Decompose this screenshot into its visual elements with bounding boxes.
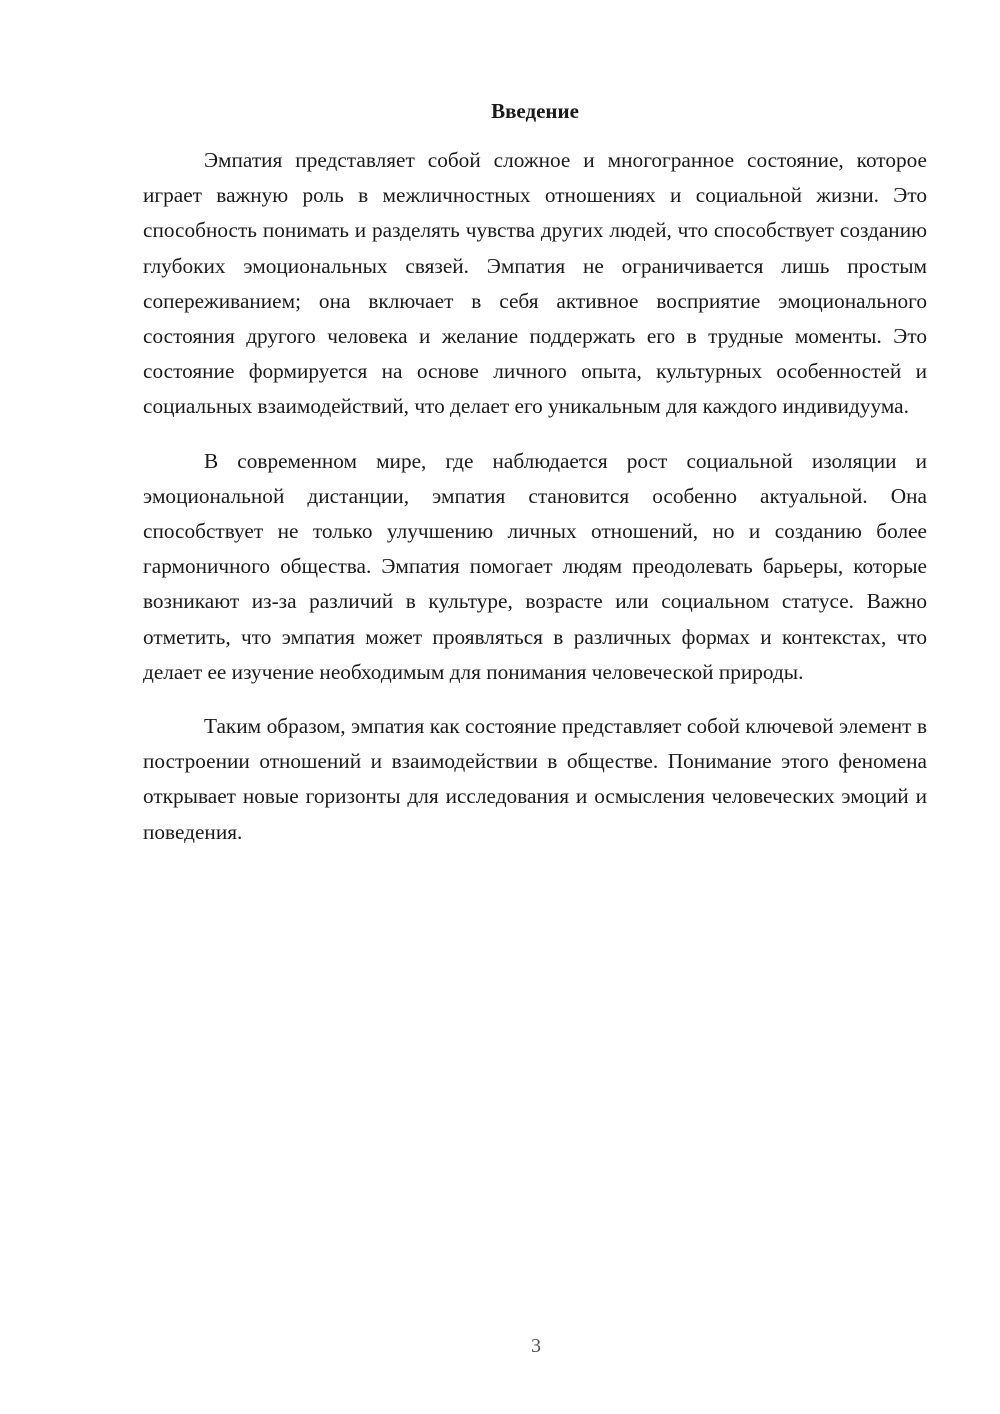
paragraph-2: В современном мире, где наблюдается рост социальной изоляции и эмоциональной дистанции, эмпатия становится особенно актуальной. Она способствует не только улучшению личных отношений, но и созданию более гармоничного общества. Эмпатия помогает людям преодолевать барьеры, которые возникают из-за различий в культуре, возрасте или социальном статусе. Важно отметить, что эмпатия может проявляться в различных формах и контекстах, что делает ее изучение необходимым для понимания человеческой природы. xyxy=(143,448,927,684)
section-heading: Введение xyxy=(491,99,579,123)
paragraph-3: Таким образом, эмпатия как состояние представляет собой ключевой элемент в построении отношений и взаимодействии в обществе. Понимание этого феномена открывает новые горизонты для исследования и осмысления человеческих эмоций и поведения. xyxy=(143,714,927,844)
paragraph-1: Эмпатия представляет собой сложное и многогранное состояние, которое играет важную роль в межличностных отношениях и социальной жизни. Это способность понимать и разделять чувства других людей, что способствует созданию глубоких эмоциональных связей. Эмпатия не ограничивается лишь простым сопереживанием; она включает в себя активное восприятие эмоционального состояния другого человека и желание поддержать его в трудные моменты. Это состояние формируется на основе личного опыта, культурных особенностей и социальных взаимодействий, что делает его уникальным для каждого индивидуума. xyxy=(143,148,927,419)
body-text xyxy=(143,143,927,869)
page-number: 3 xyxy=(531,1335,541,1357)
